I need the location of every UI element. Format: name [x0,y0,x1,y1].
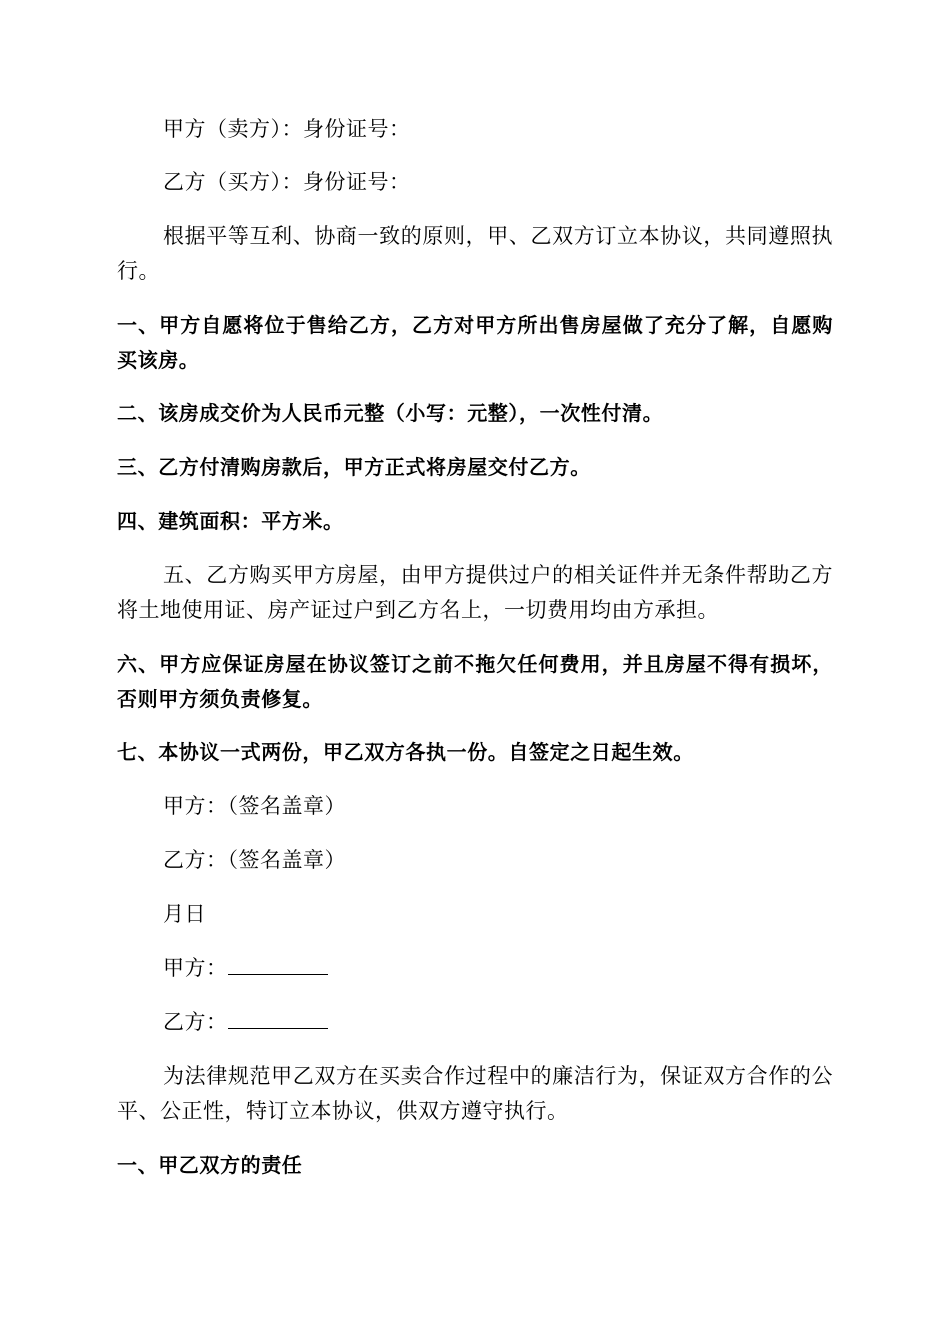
party-b-blank-line [117,1005,833,1040]
integrity-preamble: 为法律规范甲乙双方在买卖合作过程中的廉洁行为，保证双方合作的公平、公正性，特订立本协议，供双方遵守执行。 [117,1064,833,1123]
clause-3: 三、乙方付清购房款后，甲方正式将房屋交付乙方。 [117,455,591,479]
party-b-signature-blank[interactable] [228,1006,328,1029]
preamble-paragraph: 根据平等互利、协商一致的原则，甲、乙双方订立本协议，共同遵照执行。 [117,224,833,283]
clause-5: 五、乙方购买甲方房屋，由甲方提供过户的相关证件并无条件帮助乙方将土地使用证、房产证过户到乙方名上，一切费用均由方承担。 [117,563,833,622]
buyer-id-line: 乙方（买方）：身份证号： [163,170,411,194]
party-a-label: 甲方： [163,956,228,980]
party-b-label: 乙方： [163,1010,228,1034]
date-line: 月日 [163,902,206,926]
clause-4: 四、建筑面积：平方米。 [117,509,344,533]
party-a-signature-blank[interactable] [228,952,328,975]
clause-7: 七、本协议一式两份，甲乙双方各执一份。自签定之日起生效。 [117,740,694,764]
clause-1: 一、甲方自愿将位于售给乙方，乙方对甲方所出售房屋做了充分了解，自愿购买该房。 [117,313,833,372]
clause-6: 六、甲方应保证房屋在协议签订之前不拖欠任何费用，并且房屋不得有损坏，否则甲方须负责修复。 [117,652,833,711]
seller-id-line: 甲方（卖方）：身份证号： [163,117,411,141]
section-heading-responsibilities: 一、甲乙双方的责任 [117,1153,303,1177]
clause-2: 二、该房成交价为人民币元整（小写：元整），一次性付清。 [117,401,664,425]
party-b-signature: 乙方：（签名盖章） [163,848,346,872]
document-body [117,112,833,1183]
party-a-signature: 甲方：（签名盖章） [163,794,346,818]
party-a-blank-line [117,951,833,986]
